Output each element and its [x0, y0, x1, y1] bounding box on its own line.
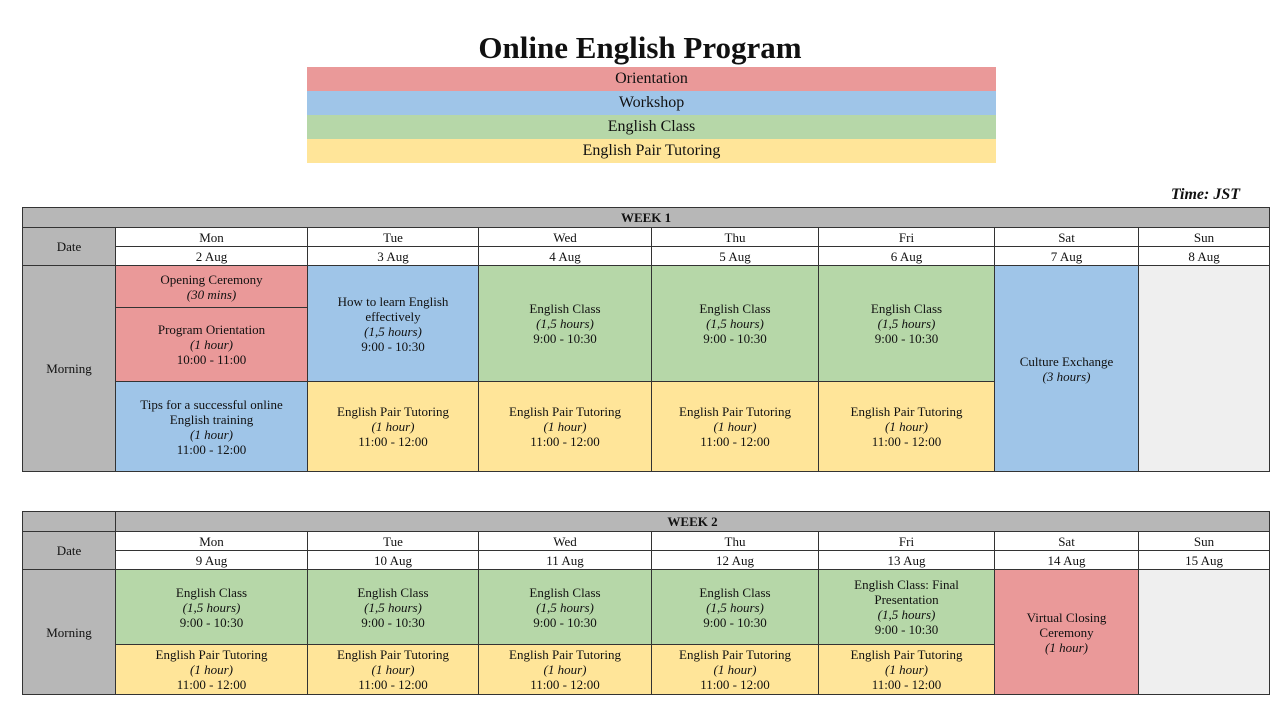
- week1-title: WEEK 1: [23, 208, 1270, 228]
- date-label: Date: [23, 532, 116, 570]
- week1-date-wed: 4 Aug: [479, 247, 652, 266]
- week2-day-tue: Tue: [308, 532, 479, 551]
- empty-cell: [1139, 570, 1270, 695]
- legend: [307, 67, 996, 163]
- week2-day-fri: Fri: [819, 532, 995, 551]
- week1-day-fri: Fri: [819, 228, 995, 247]
- week1-table: [22, 207, 1270, 472]
- date-label: Date: [23, 228, 116, 266]
- week2-day-mon: Mon: [116, 532, 308, 551]
- session-english-class: English Class (1,5 hours) 9:00 - 10:30: [652, 570, 819, 645]
- week1-day-tue: Tue: [308, 228, 479, 247]
- week2-date-sun: 15 Aug: [1139, 551, 1270, 570]
- week2-date-sat: 14 Aug: [995, 551, 1139, 570]
- week2-day-sat: Sat: [995, 532, 1139, 551]
- session-program-orientation: Program Orientation (1 hour) 10:00 - 11:00: [116, 308, 308, 382]
- morning-label: Morning: [23, 570, 116, 695]
- session-pair-tutoring: English Pair Tutoring (1 hour) 11:00 - 12:00: [479, 382, 652, 472]
- session-pair-tutoring: English Pair Tutoring (1 hour) 11:00 - 12:00: [479, 645, 652, 695]
- week1-date-tue: 3 Aug: [308, 247, 479, 266]
- session-pair-tutoring: English Pair Tutoring (1 hour) 11:00 - 12:00: [819, 382, 995, 472]
- session-english-class: English Class (1,5 hours) 9:00 - 10:30: [116, 570, 308, 645]
- page-title: Online English Program: [478, 30, 802, 65]
- week2-date-thu: 12 Aug: [652, 551, 819, 570]
- week1-day-sun: Sun: [1139, 228, 1270, 247]
- legend-pair-tutoring: English Pair Tutoring: [307, 139, 996, 163]
- morning-label: Morning: [23, 266, 116, 472]
- week1-day-thu: Thu: [652, 228, 819, 247]
- week2-title: WEEK 2: [116, 512, 1270, 532]
- session-closing-ceremony: Virtual Closing Ceremony (1 hour): [995, 570, 1139, 695]
- session-opening-ceremony: Opening Ceremony (30 mins): [116, 266, 308, 308]
- session-pair-tutoring: English Pair Tutoring (1 hour) 11:00 - 12:00: [652, 382, 819, 472]
- empty-cell: [1139, 266, 1270, 472]
- week2-day-wed: Wed: [479, 532, 652, 551]
- week1-date-sun: 8 Aug: [1139, 247, 1270, 266]
- legend-orientation: Orientation: [307, 67, 996, 91]
- session-pair-tutoring: English Pair Tutoring (1 hour) 11:00 - 12:00: [819, 645, 995, 695]
- session-pair-tutoring: English Pair Tutoring (1 hour) 11:00 - 12:00: [308, 382, 479, 472]
- legend-workshop: Workshop: [307, 91, 996, 115]
- session-english-class: English Class (1,5 hours) 9:00 - 10:30: [479, 266, 652, 382]
- session-english-class: English Class (1,5 hours) 9:00 - 10:30: [819, 266, 995, 382]
- time-zone-note: Time: JST: [1170, 186, 1240, 203]
- week1-date-fri: 6 Aug: [819, 247, 995, 266]
- week1-day-wed: Wed: [479, 228, 652, 247]
- week2-date-mon: 9 Aug: [116, 551, 308, 570]
- week2-table: [22, 511, 1270, 695]
- week2-day-thu: Thu: [652, 532, 819, 551]
- week1-day-sat: Sat: [995, 228, 1139, 247]
- session-english-class: English Class (1,5 hours) 9:00 - 10:30: [479, 570, 652, 645]
- session-final-presentation: English Class: Final Presentation (1,5 hours) 9:00 - 10:30: [819, 570, 995, 645]
- legend-english-class: English Class: [307, 115, 996, 139]
- session-pair-tutoring: English Pair Tutoring (1 hour) 11:00 - 12:00: [116, 645, 308, 695]
- week1-date-thu: 5 Aug: [652, 247, 819, 266]
- week1-date-sat: 7 Aug: [995, 247, 1139, 266]
- session-pair-tutoring: English Pair Tutoring (1 hour) 11:00 - 12:00: [308, 645, 479, 695]
- week2-day-sun: Sun: [1139, 532, 1270, 551]
- week2-corner: [23, 512, 116, 532]
- week2-date-fri: 13 Aug: [819, 551, 995, 570]
- week1-day-mon: Mon: [116, 228, 308, 247]
- week2-date-wed: 11 Aug: [479, 551, 652, 570]
- session-tips-workshop: Tips for a successful online English training (1 hour) 11:00 - 12:00: [116, 382, 308, 472]
- session-pair-tutoring: English Pair Tutoring (1 hour) 11:00 - 12:00: [652, 645, 819, 695]
- session-culture-exchange: Culture Exchange (3 hours): [995, 266, 1139, 472]
- week2-date-tue: 10 Aug: [308, 551, 479, 570]
- session-english-class: English Class (1,5 hours) 9:00 - 10:30: [652, 266, 819, 382]
- session-workshop: How to learn English effectively (1,5 hours) 9:00 - 10:30: [308, 266, 479, 382]
- week1-date-mon: 2 Aug: [116, 247, 308, 266]
- session-english-class: English Class (1,5 hours) 9:00 - 10:30: [308, 570, 479, 645]
